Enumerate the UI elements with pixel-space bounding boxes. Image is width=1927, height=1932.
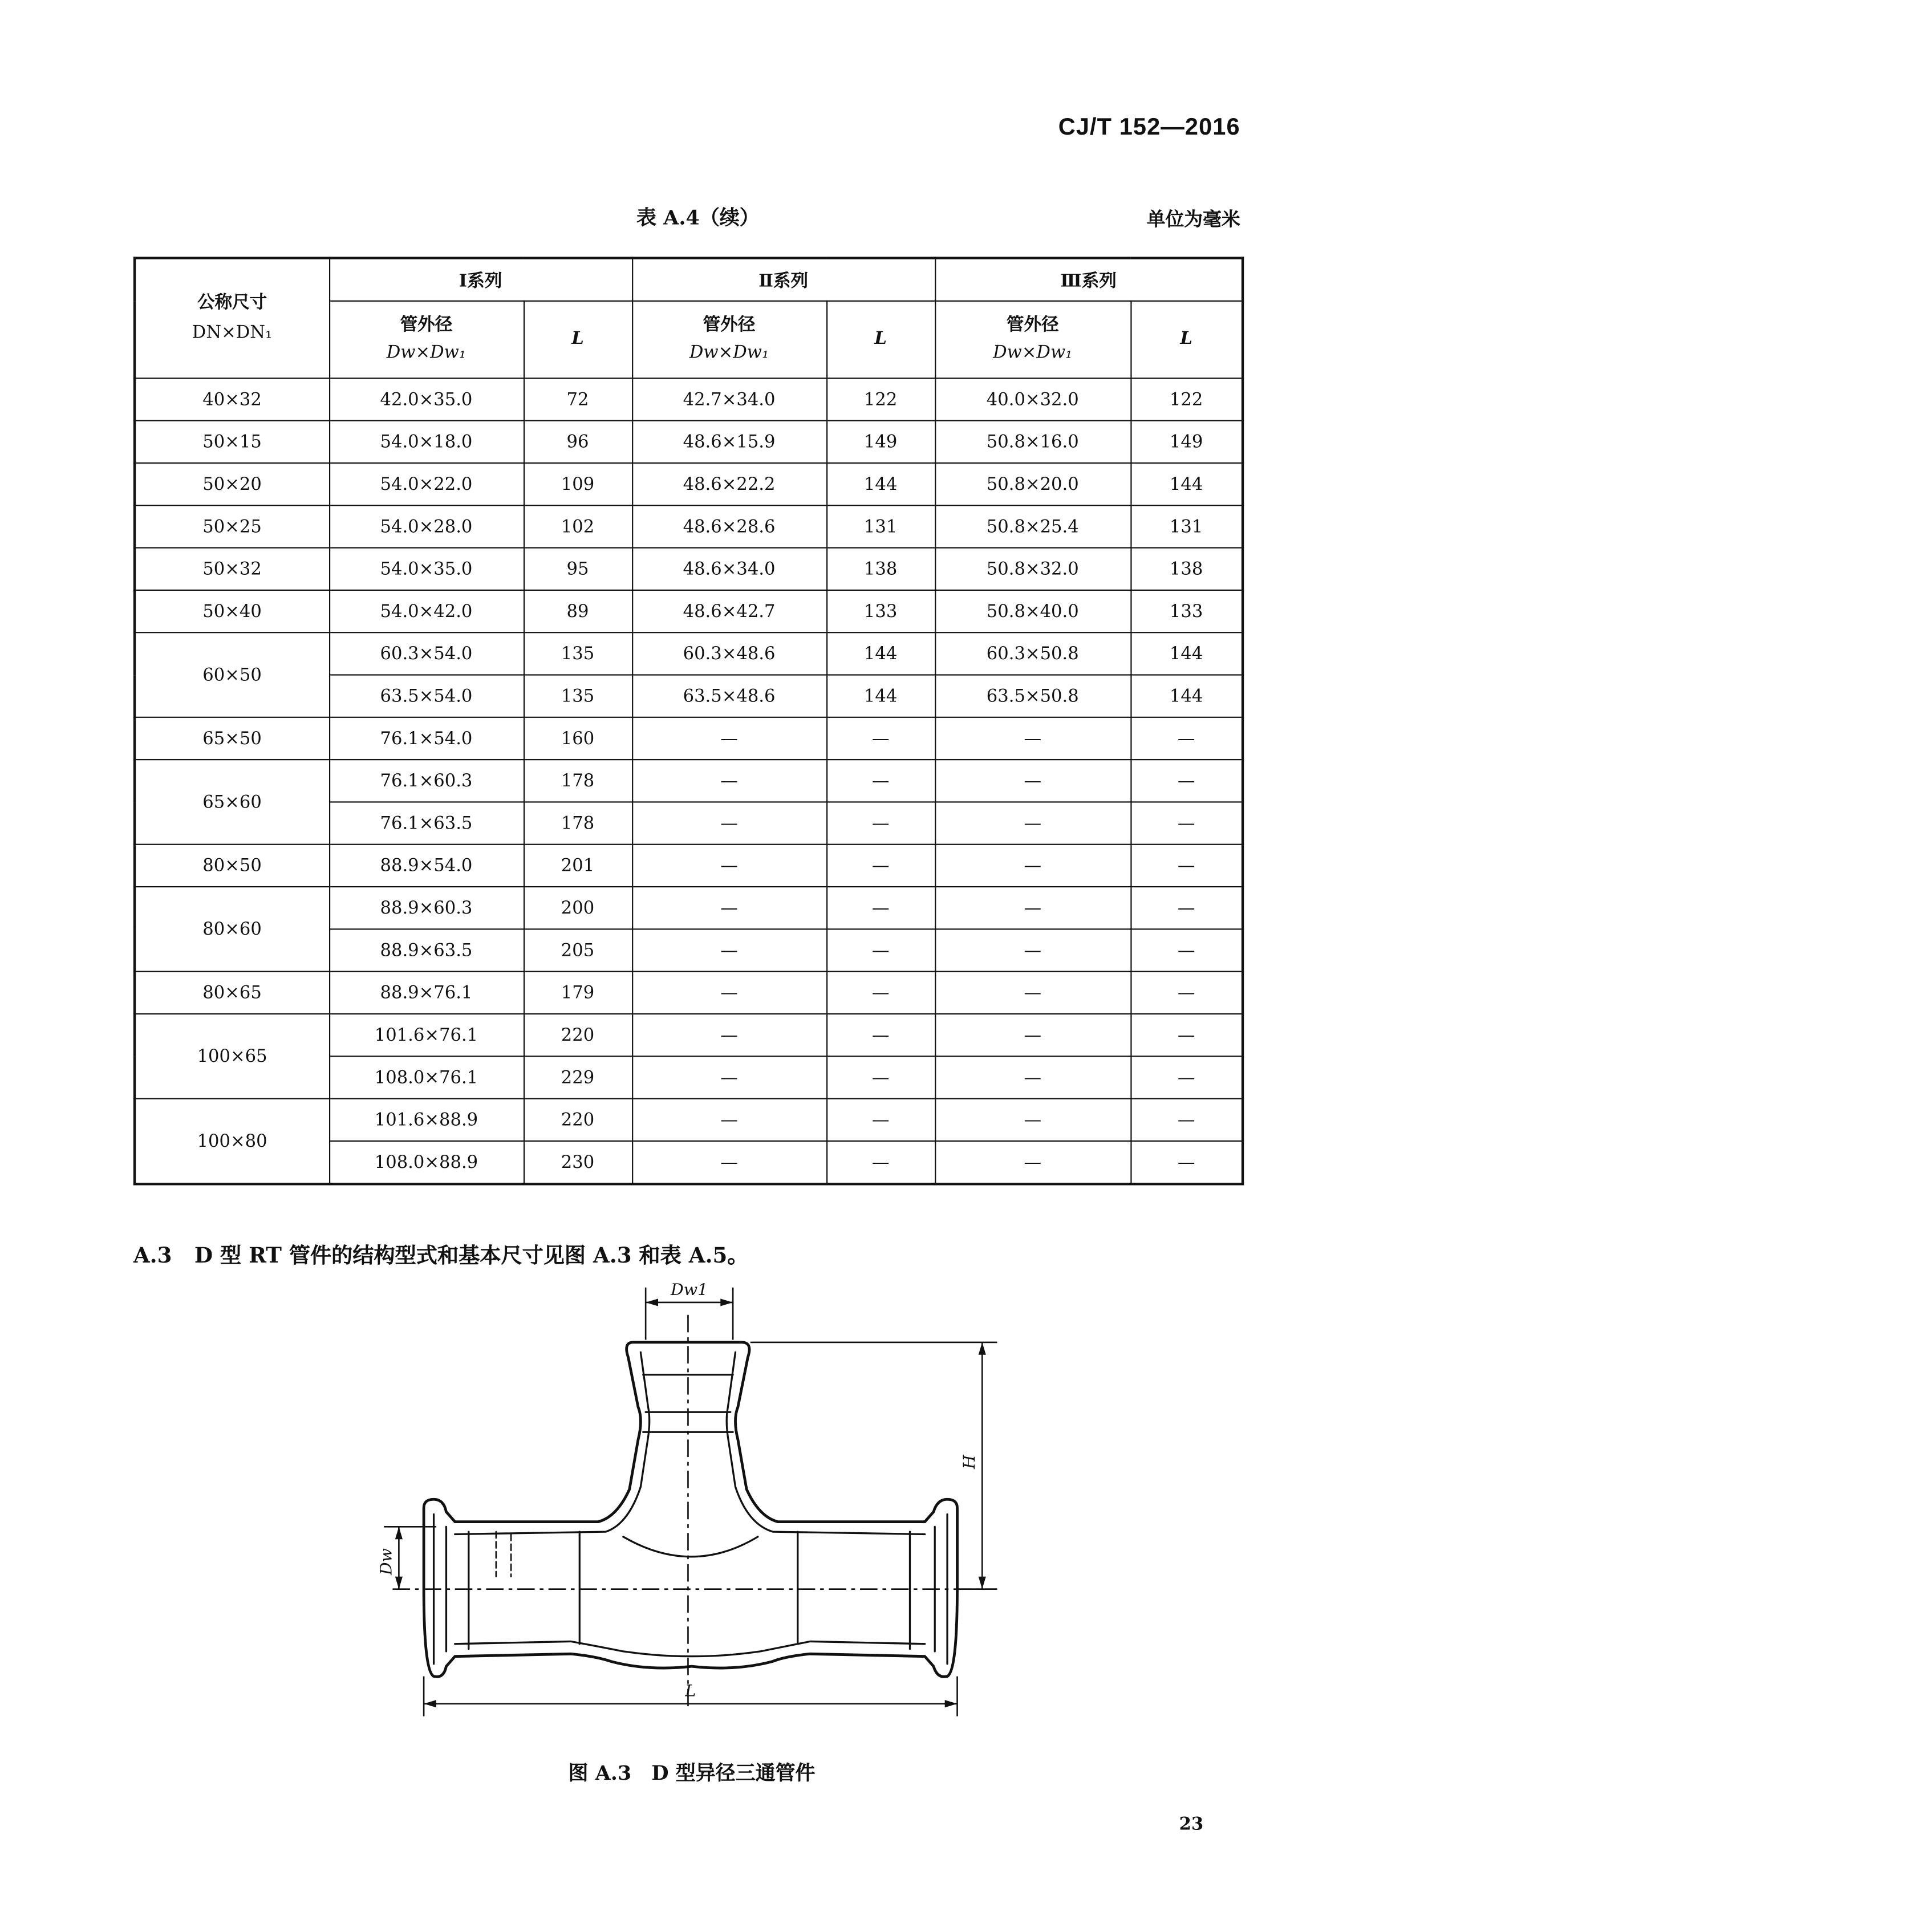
empty-dash-cell: — (826, 802, 935, 844)
label-h: H (960, 1455, 979, 1470)
empty-dash-cell: — (632, 760, 826, 802)
empty-dash-cell: — (1130, 845, 1243, 887)
outer-diameter-cell: 63.5×54.0 (329, 675, 524, 717)
length-cell: 131 (1130, 505, 1243, 547)
outer-diameter-cell: 54.0×28.0 (329, 505, 524, 547)
empty-dash-cell: — (935, 1141, 1130, 1184)
nominal-size-cell: 50×15 (135, 421, 329, 463)
length-cell: 135 (524, 675, 632, 717)
nominal-size-header (135, 258, 329, 378)
nominal-size-cell: 50×40 (135, 590, 329, 632)
outer-diameter-cell: 42.7×34.0 (632, 378, 826, 420)
empty-dash-cell: — (935, 717, 1130, 760)
length-cell: 220 (524, 1014, 632, 1056)
empty-dash-cell: — (1130, 1099, 1243, 1141)
table-row (135, 590, 1243, 632)
section-note (133, 1237, 749, 1269)
empty-dash-cell: — (632, 1014, 826, 1056)
empty-dash-cell: — (1130, 760, 1243, 802)
empty-dash-cell: — (935, 1056, 1130, 1098)
nominal-size-cell: 100×80 (135, 1099, 329, 1184)
series-2-header: Ⅱ系列 (632, 258, 935, 301)
empty-dash-cell: — (632, 717, 826, 760)
outer-diameter-cell: 101.6×88.9 (329, 1099, 524, 1141)
length-cell: 160 (524, 717, 632, 760)
tee-fitting-drawing (362, 1277, 1010, 1726)
empty-dash-cell: — (632, 1099, 826, 1141)
outer-diameter-cell: 48.6×15.9 (632, 421, 826, 463)
outer-diameter-cell: 60.3×54.0 (329, 632, 524, 675)
od-symbol: Dw×Dw₁ (689, 342, 769, 362)
series-1-header: Ⅰ系列 (329, 258, 632, 301)
series-1-l-header: L (524, 301, 632, 379)
table-title: 表 A.4（续） (636, 205, 760, 230)
length-cell: 230 (524, 1141, 632, 1184)
od-label: 管外径 (703, 315, 756, 335)
empty-dash-cell: — (1130, 1056, 1243, 1098)
nominal-size-cell: 65×50 (135, 717, 329, 760)
length-cell: 144 (1130, 632, 1243, 675)
nominal-size-cell: 80×60 (135, 887, 329, 972)
length-cell: 144 (826, 632, 935, 675)
length-cell: 205 (524, 929, 632, 971)
nominal-size-cell: 80×65 (135, 972, 329, 1014)
empty-dash-cell: — (1130, 1014, 1243, 1056)
outer-diameter-cell: 108.0×76.1 (329, 1056, 524, 1098)
length-cell: 144 (826, 463, 935, 505)
empty-dash-cell: — (826, 887, 935, 929)
length-cell: 201 (524, 845, 632, 887)
series-1-od-header (329, 301, 524, 379)
length-cell: 102 (524, 505, 632, 547)
empty-dash-cell: — (826, 972, 935, 1014)
length-cell: 135 (524, 632, 632, 675)
table-row (135, 378, 1243, 420)
dimension-table (133, 257, 1244, 1185)
outer-diameter-cell: 88.9×54.0 (329, 845, 524, 887)
empty-dash-cell: — (826, 1099, 935, 1141)
od-label: 管外径 (1006, 315, 1059, 335)
table-row (135, 505, 1243, 547)
length-cell: 149 (1130, 421, 1243, 463)
saddle-arc (623, 1537, 758, 1557)
nominal-size-cell: 50×20 (135, 463, 329, 505)
empty-dash-cell: — (935, 972, 1130, 1014)
empty-dash-cell: — (826, 1014, 935, 1056)
od-symbol: Dw×Dw₁ (993, 342, 1073, 362)
length-cell: 89 (524, 590, 632, 632)
figure-caption: 图 A.3 D 型异径三通管件 (568, 1761, 816, 1785)
nominal-size-cell: 80×50 (135, 845, 329, 887)
nominal-size-cell: 60×50 (135, 632, 329, 717)
od-label: 管外径 (400, 315, 453, 335)
empty-dash-cell: — (935, 802, 1130, 844)
length-cell: 122 (826, 378, 935, 420)
length-cell: 133 (1130, 590, 1243, 632)
empty-dash-cell: — (826, 717, 935, 760)
table-row (135, 1099, 1243, 1141)
outer-diameter-cell: 76.1×63.5 (329, 802, 524, 844)
nominal-size-cell: 50×25 (135, 505, 329, 547)
empty-dash-cell: — (1130, 717, 1243, 760)
empty-dash-cell: — (935, 845, 1130, 887)
outer-diameter-cell: 88.9×63.5 (329, 929, 524, 971)
fitting-outline (424, 1342, 957, 1677)
empty-dash-cell: — (632, 972, 826, 1014)
label-l: L (685, 1681, 696, 1700)
length-cell: 144 (1130, 675, 1243, 717)
hidden-line (496, 1532, 511, 1577)
empty-dash-cell: — (935, 1099, 1130, 1141)
outer-diameter-cell: 50.8×32.0 (935, 548, 1130, 590)
table-body (135, 378, 1243, 1184)
outer-diameter-cell: 108.0×88.9 (329, 1141, 524, 1184)
outer-diameter-cell: 54.0×22.0 (329, 463, 524, 505)
outer-diameter-cell: 50.8×16.0 (935, 421, 1130, 463)
table-row (135, 548, 1243, 590)
series-2-l-header: L (826, 301, 935, 379)
length-cell: 229 (524, 1056, 632, 1098)
empty-dash-cell: — (935, 1014, 1130, 1056)
nominal-size-cell: 65×60 (135, 760, 329, 845)
outer-diameter-cell: 48.6×34.0 (632, 548, 826, 590)
empty-dash-cell: — (632, 1056, 826, 1098)
empty-dash-cell: — (935, 929, 1130, 971)
page-number: 23 (1179, 1815, 1204, 1835)
table-row (135, 972, 1243, 1014)
empty-dash-cell: — (632, 802, 826, 844)
empty-dash-cell: — (935, 760, 1130, 802)
length-cell: 144 (826, 675, 935, 717)
outer-diameter-cell: 54.0×35.0 (329, 548, 524, 590)
empty-dash-cell: — (632, 887, 826, 929)
length-cell: 122 (1130, 378, 1243, 420)
section-number: A.3 (133, 1244, 172, 1269)
unit-note: 单位为毫米 (1146, 208, 1240, 231)
outer-diameter-cell: 50.8×40.0 (935, 590, 1130, 632)
length-cell: 220 (524, 1099, 632, 1141)
empty-dash-cell: — (826, 1141, 935, 1184)
outer-diameter-cell: 54.0×42.0 (329, 590, 524, 632)
label-dw: Dw (376, 1548, 396, 1576)
outer-diameter-cell: 60.3×48.6 (632, 632, 826, 675)
outer-diameter-cell: 48.6×22.2 (632, 463, 826, 505)
length-cell: 72 (524, 378, 632, 420)
length-cell: 131 (826, 505, 935, 547)
empty-dash-cell: — (826, 929, 935, 971)
nominal-size-symbol: DN×DN₁ (192, 322, 273, 342)
table-row (135, 887, 1243, 929)
od-symbol: Dw×Dw₁ (386, 342, 466, 362)
table-row (135, 717, 1243, 760)
table-row (135, 1014, 1243, 1056)
standard-code: CJ/T 152—2016 (1058, 115, 1240, 141)
series-3-header: Ⅲ系列 (935, 258, 1243, 301)
length-cell: 138 (1130, 548, 1243, 590)
outer-diameter-cell: 76.1×60.3 (329, 760, 524, 802)
outer-diameter-cell: 76.1×54.0 (329, 717, 524, 760)
empty-dash-cell: — (826, 845, 935, 887)
table-row (135, 632, 1243, 675)
table-row (135, 760, 1243, 802)
nominal-size-cell: 100×65 (135, 1014, 329, 1099)
outer-diameter-cell: 63.5×48.6 (632, 675, 826, 717)
length-cell: 138 (826, 548, 935, 590)
empty-dash-cell: — (826, 760, 935, 802)
outer-diameter-cell: 42.0×35.0 (329, 378, 524, 420)
length-cell: 144 (1130, 463, 1243, 505)
length-cell: 178 (524, 802, 632, 844)
table-row (135, 845, 1243, 887)
outer-diameter-cell: 60.3×50.8 (935, 632, 1130, 675)
outer-diameter-cell: 88.9×60.3 (329, 887, 524, 929)
series-2-od-header (632, 301, 826, 379)
outer-diameter-cell: 88.9×76.1 (329, 972, 524, 1014)
outer-diameter-cell: 48.6×28.6 (632, 505, 826, 547)
length-cell: 96 (524, 421, 632, 463)
empty-dash-cell: — (632, 1141, 826, 1184)
length-cell: 133 (826, 590, 935, 632)
series-3-od-header (935, 301, 1130, 379)
outer-diameter-cell: 101.6×76.1 (329, 1014, 524, 1056)
empty-dash-cell: — (632, 929, 826, 971)
inner-wall (455, 1352, 925, 1534)
nominal-size-cell: 40×32 (135, 378, 329, 420)
empty-dash-cell: — (826, 1056, 935, 1098)
series-3-l-header: L (1130, 301, 1243, 379)
outer-diameter-cell: 63.5×50.8 (935, 675, 1130, 717)
outer-diameter-cell: 50.8×25.4 (935, 505, 1130, 547)
label-dw1: Dw1 (671, 1280, 708, 1299)
outer-diameter-cell: 40.0×32.0 (935, 378, 1130, 420)
length-cell: 200 (524, 887, 632, 929)
table-row (135, 421, 1243, 463)
length-cell: 179 (524, 972, 632, 1014)
outer-diameter-cell: 48.6×42.7 (632, 590, 826, 632)
empty-dash-cell: — (935, 887, 1130, 929)
empty-dash-cell: — (1130, 887, 1243, 929)
outer-diameter-cell: 50.8×20.0 (935, 463, 1130, 505)
empty-dash-cell: — (1130, 972, 1243, 1014)
length-cell: 109 (524, 463, 632, 505)
nominal-size-label: 公称尺寸 (197, 292, 267, 312)
section-text: D 型 RT 管件的结构型式和基本尺寸见图 A.3 和表 A.5。 (194, 1244, 749, 1269)
length-cell: 178 (524, 760, 632, 802)
outer-diameter-cell: 54.0×18.0 (329, 421, 524, 463)
empty-dash-cell: — (1130, 1141, 1243, 1184)
table-row (135, 463, 1243, 505)
empty-dash-cell: — (1130, 929, 1243, 971)
nominal-size-cell: 50×32 (135, 548, 329, 590)
length-cell: 149 (826, 421, 935, 463)
empty-dash-cell: — (632, 845, 826, 887)
empty-dash-cell: — (1130, 802, 1243, 844)
length-cell: 95 (524, 548, 632, 590)
